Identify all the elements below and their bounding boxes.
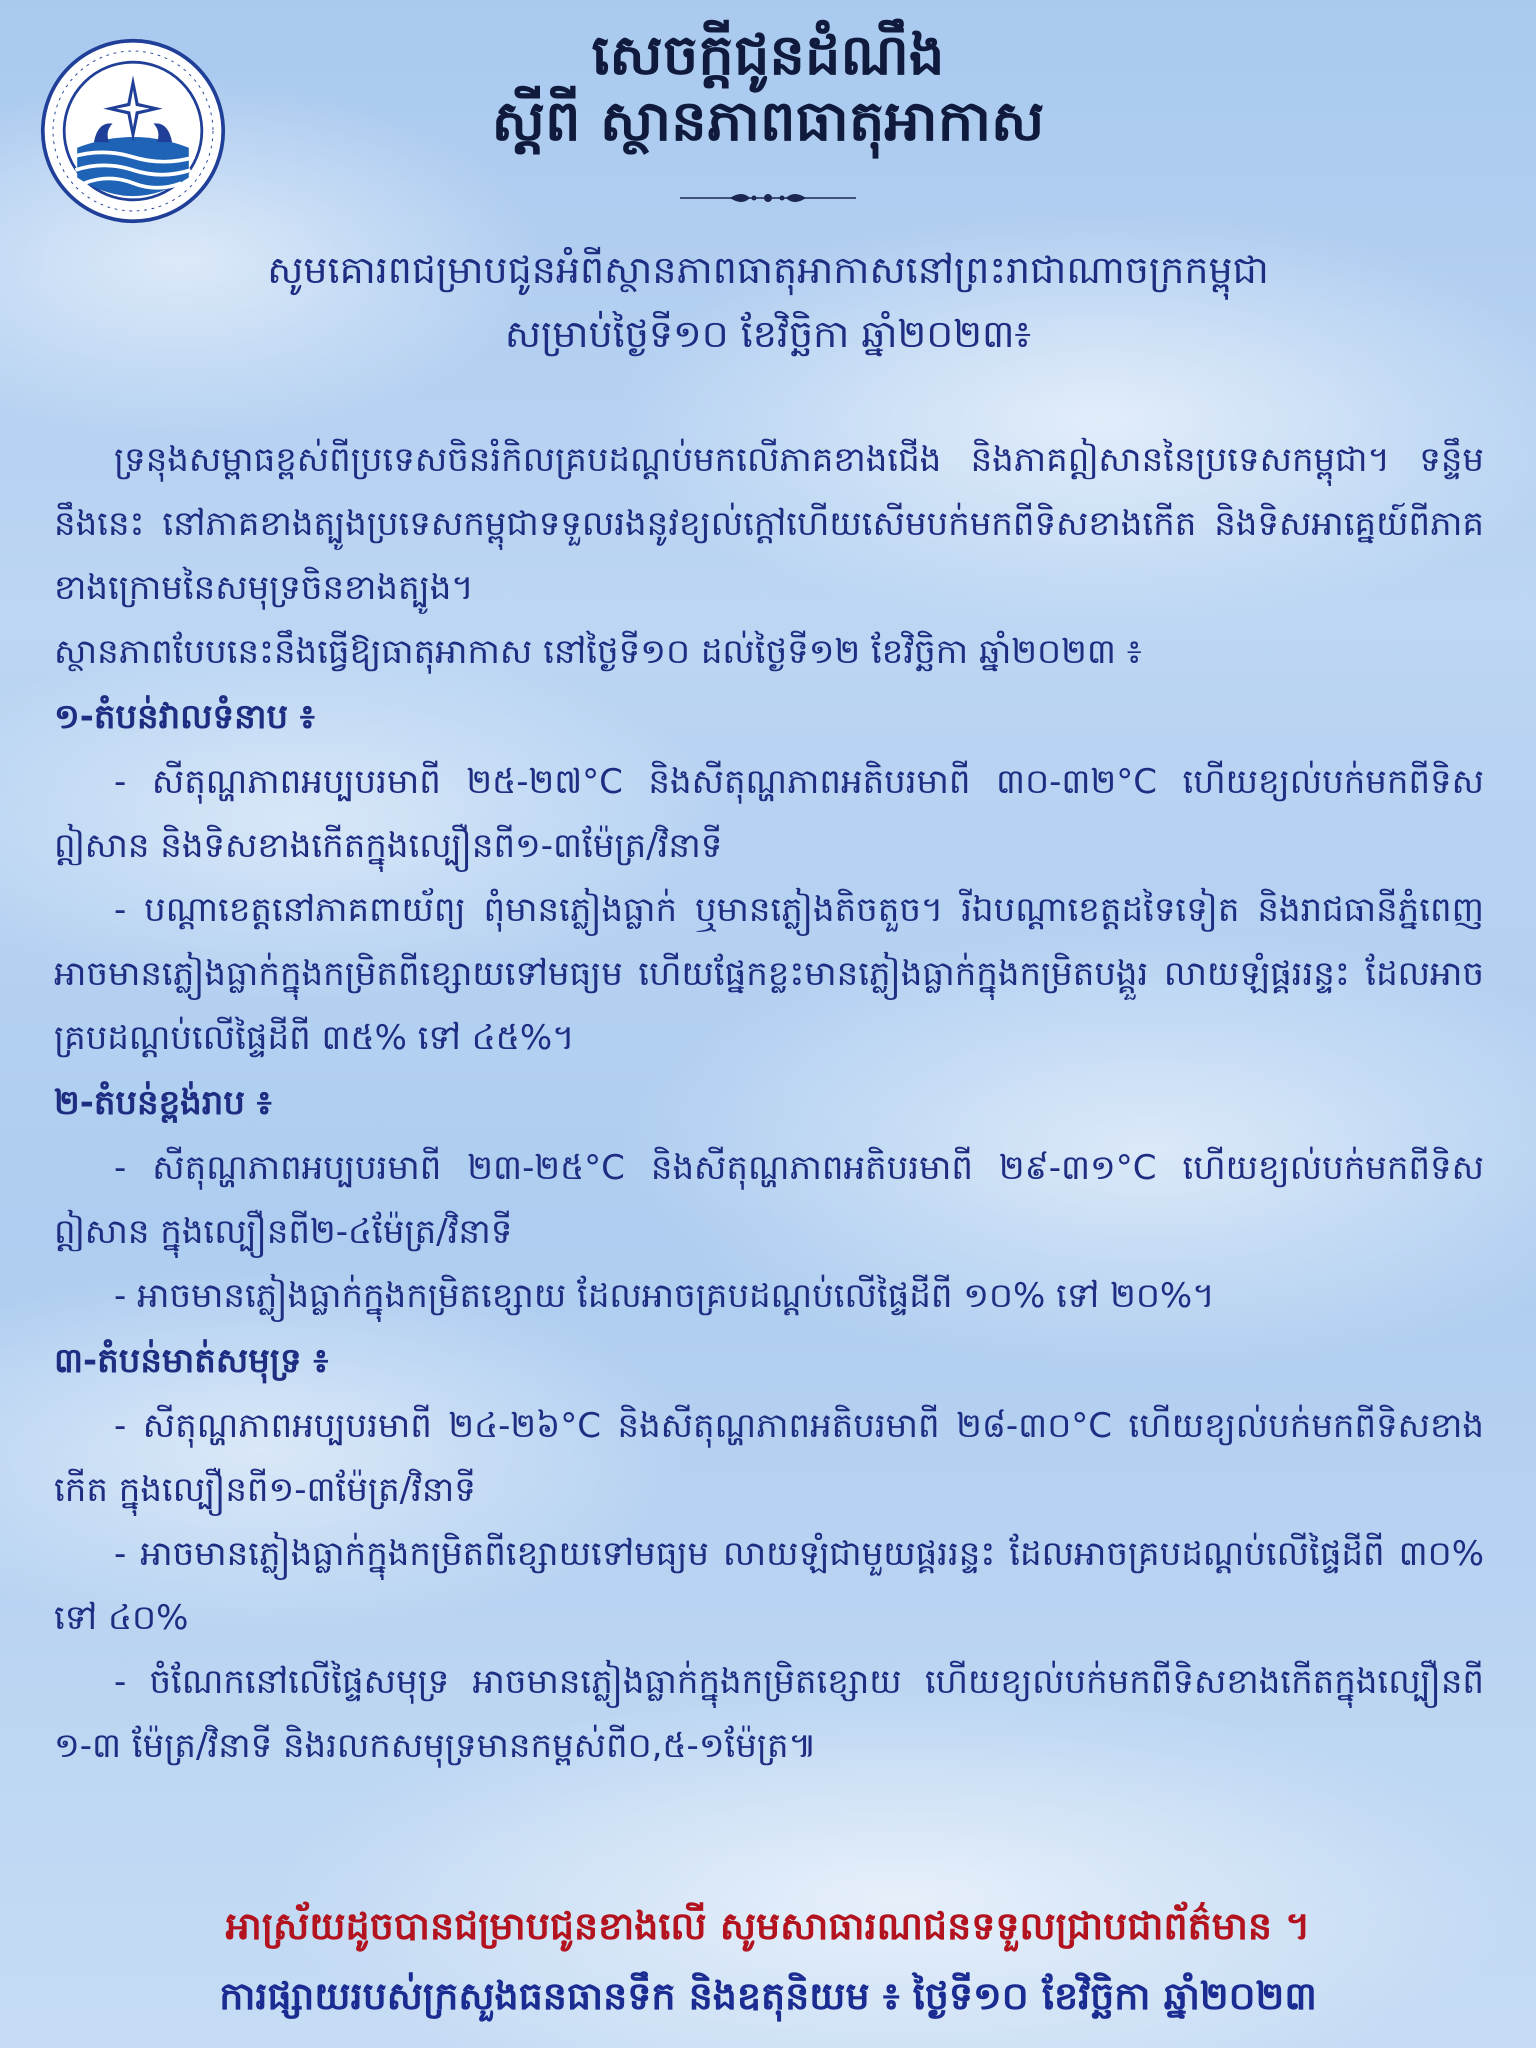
lowlands-temperature: - សីតុណ្ហភាពអប្បបរមាពី ២៥-២៧°C និងសីតុណ្ហភាពអតិបរមាពី ៣០-៣២°C ហើយខ្យល់បក់មកពីទិសឦសាន និងទិសខាងកើតក្នុងល្បឿនពី១-៣ម៉ែត្រ/វិនាទី xyxy=(54,762,1484,866)
plateau-temperature: - សីតុណ្ហភាពអប្បបរមាពី ២៣-២៥°C និងសីតុណ្ហភាពអតិបរមាពី ២៩-៣១°C ហើយខ្យល់បក់មកពីទិសឦសាន ក្នុងល្បឿនពី២-៤ម៉ែត្រ/វិនាទី xyxy=(54,1148,1484,1252)
notice-subject: ស្តីពី ស្ថានភាពធាតុអាកាស xyxy=(491,88,1045,154)
synoptic-paragraph: ទ្រនុងសម្ពាធខ្ពស់ពីប្រទេសចិនរំកិលគ្របដណ្តប់មកលើភាគខាងជើង និងភាគឦសាននៃប្រទេសកម្ពុជា។ ទន្ទឹមនឹងនេះ នៅភាគខាងត្បូងប្រទេសកម្ពុជាទទួលរងនូវខ្យល់ក្តៅហើយសើមបក់មកពីទិសខាងកើត និងទិសអាគ្នេយ៍ពីភាគខាងក្រោមនៃសមុទ្រចិនខាងត្បូង។ xyxy=(54,440,1484,608)
publisher-line: ការផ្សាយរបស់ក្រសួងធនធានទឹក និងឧតុនិយម ៖ ថ្ងៃទី១០ ខែវិច្ឆិកា ឆ្នាំ២០២៣ xyxy=(219,1974,1317,2018)
region-heading-plateau: ២-តំបន់ខ្ពង់រាប ៖ xyxy=(54,1083,272,1123)
lowlands-rainfall: - បណ្តាខេត្តនៅភាគពាយ័ព្យ ពុំមានភ្លៀងធ្លាក់ ឬមានភ្លៀងតិចតួច។ រីឯបណ្តាខេត្តដទៃទៀត និងរាជធានីភ្នំពេញ អាចមានភ្លៀងធ្លាក់ក្នុងកម្រិតពីខ្សោយទៅមធ្យម ហើយផ្នែកខ្លះមានភ្លៀងធ្លាក់ក្នុងកម្រិតបង្គួរ លាយឡំផ្គររន្ទះ ដែលអាចគ្របដណ្តប់លើផ្ទៃដីពី ៣៥% ទៅ ៤៥%។ xyxy=(54,890,1484,1058)
forecast-summary: ស្ថានភាពបែបនេះនឹងធ្វើឱ្យធាតុអាកាស នៅថ្ងៃទី១០ ដល់ថ្ងៃទី១២ ខែវិច្ឆិកា ឆ្នាំ២០២៣ ៖ xyxy=(54,632,1142,672)
plateau-rainfall: - អាចមានភ្លៀងធ្លាក់ក្នុងកម្រិតខ្សោយ ដែលអាចគ្របដណ្តប់លើផ្ទៃដីពី ១០% ទៅ ២០%។ xyxy=(114,1276,1215,1316)
intro-line-2: សម្រាប់ថ្ងៃទី១០ ខែវិច្ឆិកា ឆ្នាំ២០២៣៖ xyxy=(504,312,1032,356)
coastal-sea-conditions: - ចំណែកនៅលើផ្ទៃសមុទ្រ អាចមានភ្លៀងធ្លាក់ក្នុងកម្រិតខ្សោយ ហើយខ្យល់បក់មកពីទិសខាងកើតក្នុងល្បឿនពី ១-៣ ម៉ែត្រ/វិនាទី និងរលកសមុទ្រមានកម្ពស់ពី០,៥-១ម៉ែត្រ៕ xyxy=(54,1662,1484,1766)
coastal-temperature: - សីតុណ្ហភាពអប្បបរមាពី ២៤-២៦°C និងសីតុណ្ហភាពអតិបរមាពី ២៨-៣០°C ហើយខ្យល់បក់មកពីទិសខាងកើត ក្នុងល្បឿនពី១-៣ម៉ែត្រ/វិនាទី xyxy=(54,1406,1484,1510)
notice-title: សេចក្តីជូនដំណឹង xyxy=(591,22,945,88)
intro-line-1: សូមគោរពជម្រាបជូនអំពីស្ថានភាពធាតុអាកាសនៅព្រះរាជាណាចក្រកម្ពុជា xyxy=(267,248,1269,292)
public-notice-line: អាស្រ័យដូចបានជម្រាបជូនខាងលើ សូមសាធារណជនទទួលជ្រាបជាព័ត៌មាន ។ xyxy=(225,1904,1311,1948)
forecast-intro xyxy=(0,238,1536,366)
notice-header xyxy=(0,22,1536,154)
region-heading-coastal: ៣-តំបន់មាត់សមុទ្រ ៖ xyxy=(54,1341,329,1381)
coastal-rainfall: - អាចមានភ្លៀងធ្លាក់ក្នុងកម្រិតពីខ្សោយទៅមធ្យម លាយឡំជាមួយផ្គររន្ទះ ដែលអាចគ្របដណ្តប់លើផ្ទៃដីពី ៣០% ទៅ ៤០% xyxy=(54,1534,1484,1638)
forecast-body xyxy=(54,428,1484,1778)
region-heading-lowlands: ១-តំបន់វាលទំនាប ៖ xyxy=(54,697,315,737)
ornament-divider-icon xyxy=(680,190,856,206)
